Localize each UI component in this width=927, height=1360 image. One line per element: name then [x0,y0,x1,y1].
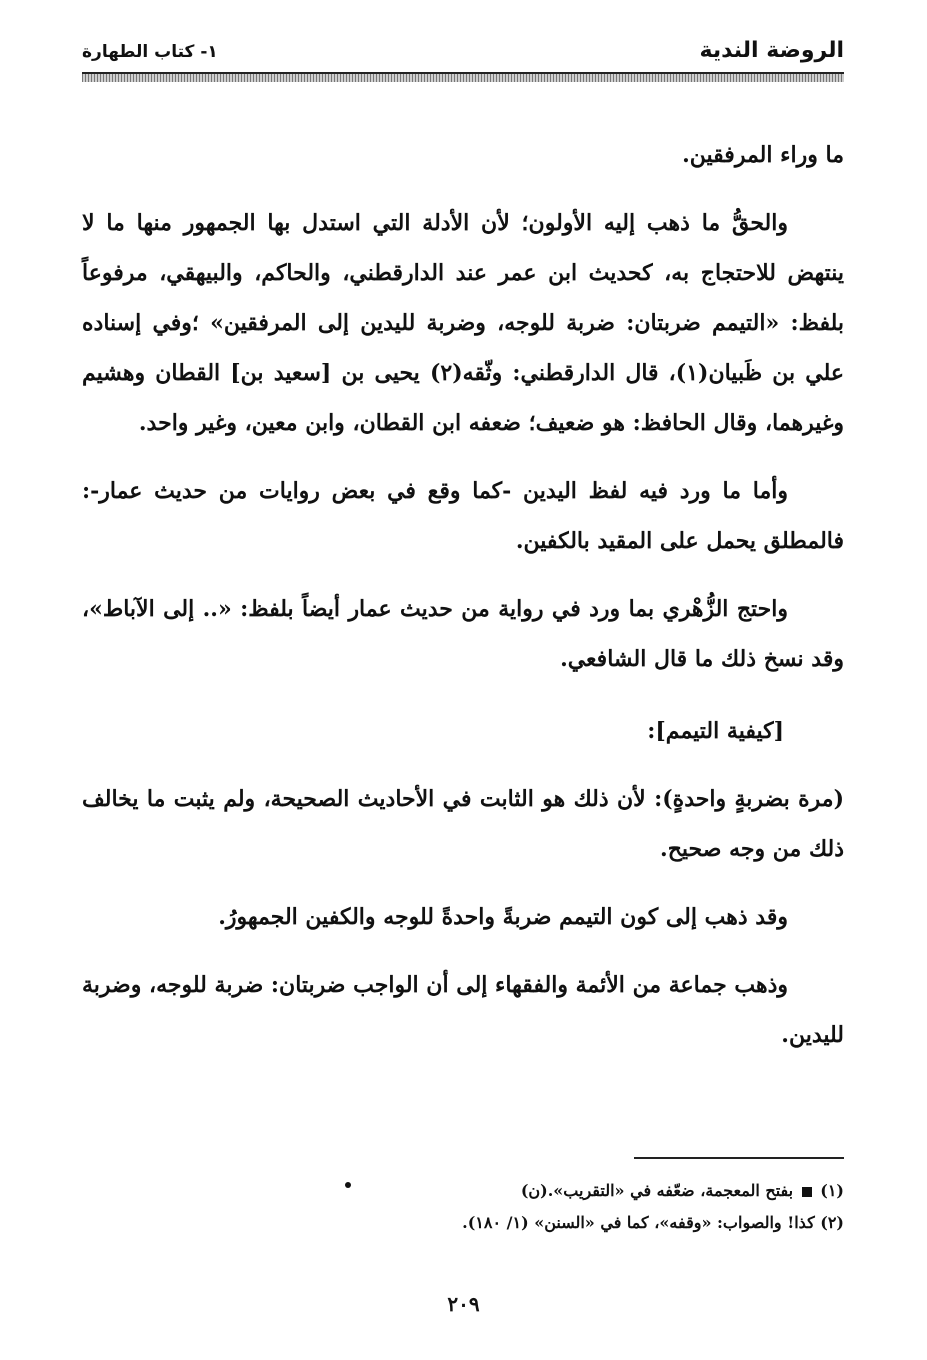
square-mark-icon [802,1187,812,1197]
book-title: الروضة الندية [699,38,844,63]
paragraph-2: والحقُّ ما ذهب إليه الأولون؛ لأن الأدلة التي استدل بها الجمهور منها ما لا ينتهض للاحتجاج به، كحديث ابن عمر عند الدارقطني، والحاكم، والبيهقي، مرفوعاً بلفظ: «التيمم ضربتان: ضربة للوجه، وضربة لليدين إلى المرفقين» ؛وفي إسناده علي بن ظَبيان(١)، قال الدارقطني: وثّقه(٢) يحيى بن [سعيد بن] القطان وهشيم وغيرهما، وقال الحافظ: هو ضعيف؛ ضعفه ابن القطان، وابن معين، وغير واحد. [82,210,845,436]
paragraph-5: (مرة بضربةٍ واحدةٍ): لأن ذلك هو الثابت في الأحاديث الصحيحة، ولم يثبت ما يخالف ذلك من وجه صحيح. [82,786,844,862]
paragraph-1: ما وراء المرفقين. [682,142,844,168]
running-header [82,38,844,72]
paragraph-4: واحتج الزُّهْري بما ورد في رواية من حديث عمار أيضاً بلفظ: «.. إلى الآباط»، وقد نسخ ذلك ما قال الشافعي. [82,596,844,672]
footnote-rule [634,1157,844,1159]
footnote-1-text: بفتح المعجمة، ضعّفه في «التقريب».(ن) [520,1181,794,1200]
footnote-2: (٢) كذا! والصواب: «وقفه»، كما في «السنن» (١/ ١٨٠). [462,1213,844,1232]
footnotes [144,1175,844,1239]
header-rule [82,72,844,82]
chapter-title: ١- كتاب الطهارة [82,42,218,62]
footnote-1 [144,1175,844,1207]
paragraph-3: وأما ما ورد فيه لفظ اليدين -كما وقع في بعض روايات من حديث عمار-: فالمطلق يحمل على المقيد بالكفين. [82,478,844,554]
section-heading: [كيفية التيمم]: [647,718,784,744]
stray-dot-icon [345,1182,351,1188]
page-body [82,130,844,1060]
paragraph-6: وقد ذهب إلى كون التيمم ضربةً واحدةً للوجه والكفين الجمهورُ. [218,904,788,930]
footnote-1-number: (١) [820,1181,844,1200]
page-number: ٢٠٩ [447,1292,480,1316]
paragraph-7: وذهب جماعة من الأئمة والفقهاء إلى أن الواجب ضربتان: ضربة للوجه، وضربة لليدين. [82,972,844,1048]
